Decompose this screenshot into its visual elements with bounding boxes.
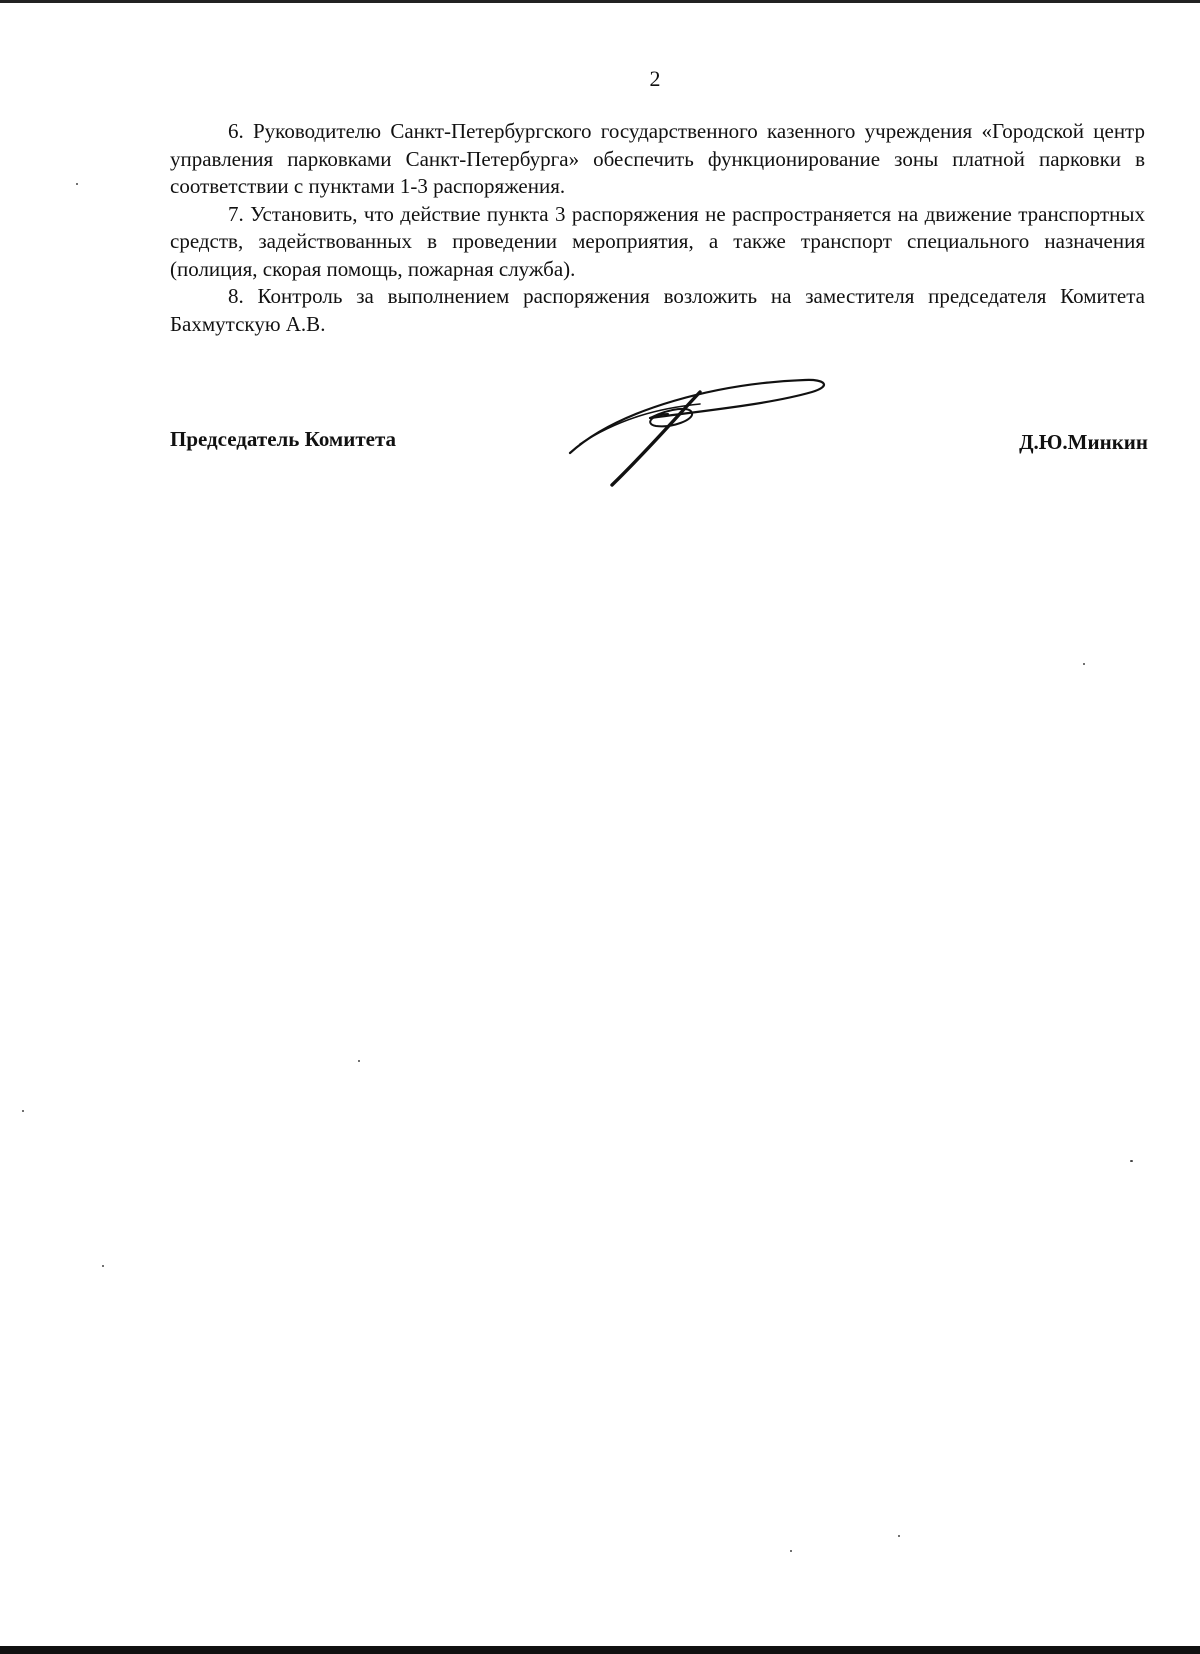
page-number: 2	[649, 66, 661, 91]
scan-speck	[898, 1535, 900, 1537]
paragraph-6: 6. Руководителю Санкт-Петербургского государственного казенного учреждения «Городской центр управления парковками Санкт-Петербурга» обеспечить функционирование зоны платной парковки в соответствии с пунктами 1-3 распоряжения.	[170, 119, 1145, 198]
scan-speck	[358, 1060, 360, 1062]
bottom-scan-border	[0, 1646, 1200, 1654]
handwritten-signature	[560, 378, 840, 498]
scan-speck	[790, 1550, 792, 1552]
signer-name: Д.Ю.Минкин	[1019, 430, 1148, 454]
paragraph-7: 7. Установить, что действие пункта 3 распоряжения не распространяется на движение транспортных средств, задействованных в проведении мероприятия, а также транспорт специального назначения (полиция, скорая помощь, пожарная служба).	[170, 201, 1145, 281]
signer-title: Председатель Комитета	[170, 427, 397, 451]
scan-speck	[1130, 1160, 1133, 1162]
document-body	[170, 118, 1145, 338]
scan-speck	[102, 1265, 104, 1267]
scan-speck	[1083, 663, 1085, 665]
scan-speck	[22, 1110, 24, 1112]
paragraph-8: 8. Контроль за выполнением распоряжения возложить на заместителя председателя Комитета Бахмутскую А.В.	[170, 284, 1145, 336]
top-scan-border	[0, 0, 1200, 3]
signature-stroke-main	[570, 380, 824, 453]
scan-speck	[76, 183, 78, 185]
